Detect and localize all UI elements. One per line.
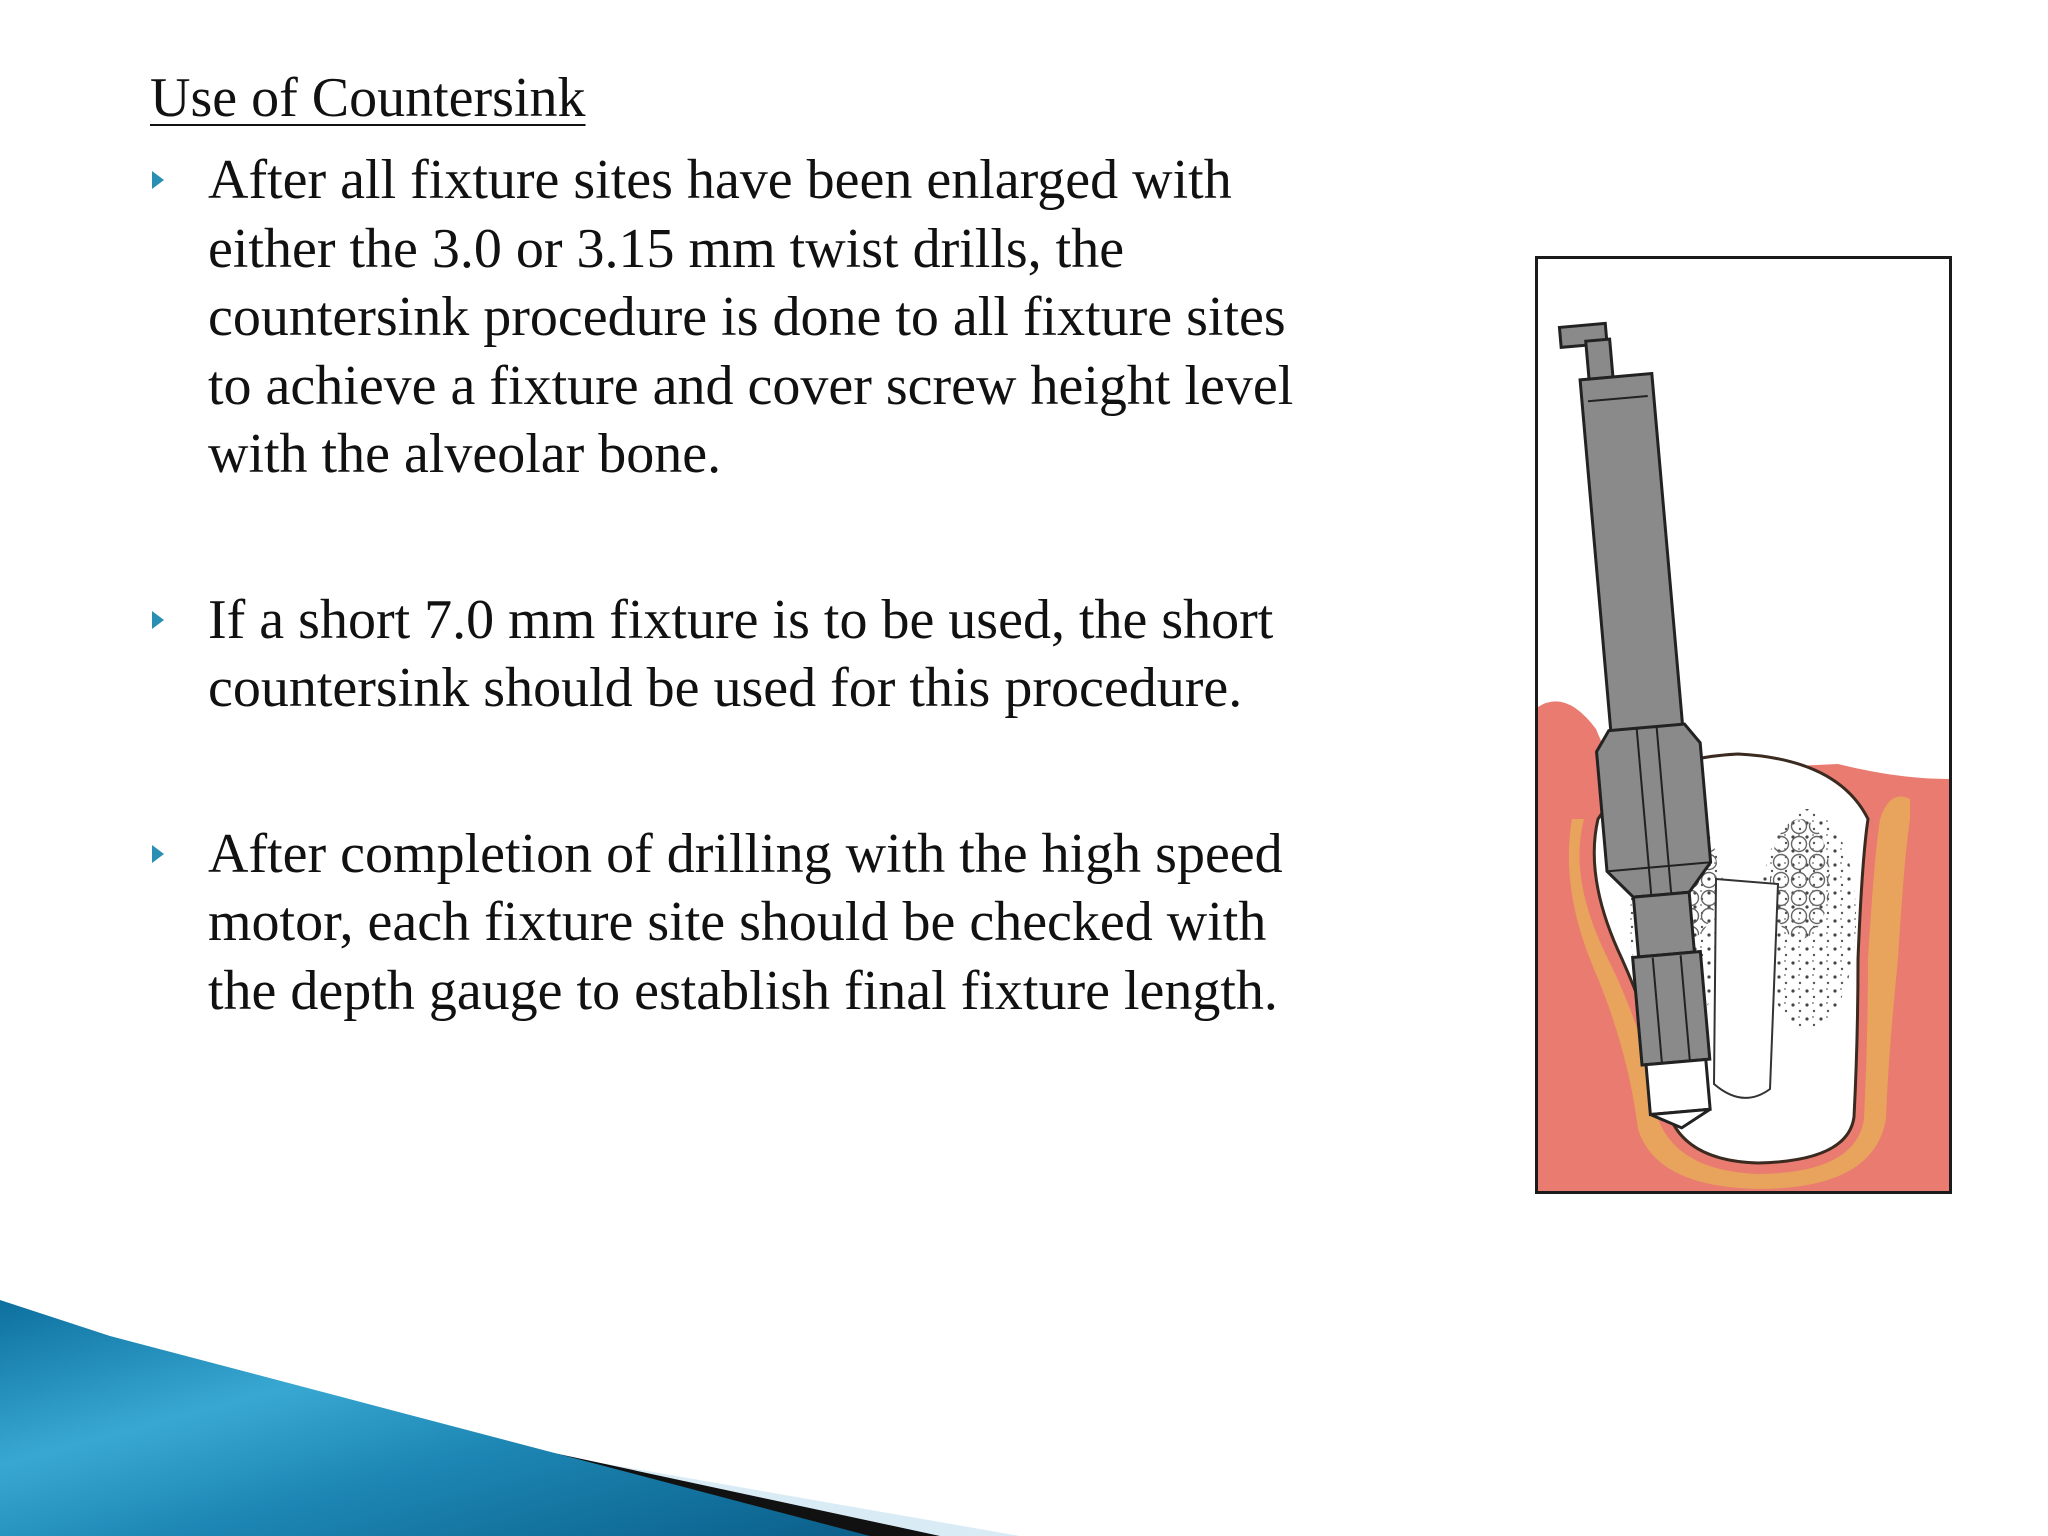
triangle-right-icon [150, 820, 208, 888]
countersink-drawing [1538, 259, 1949, 1191]
bullet-text: After completion of drilling with the high speed motor, each fixture site should be checked with the depth gauge to establish final fixture length. [208, 822, 1283, 1022]
bullet-item [150, 820, 1310, 1026]
marrow-cells-right [1770, 819, 1830, 939]
bullet-text: After all fixture sites have been enlarged with either the 3.0 or 3.15 mm twist drills, the countersink procedure is done to all fixture sites to achieve a fixture and cover screw height level with the alveolar bone. [208, 149, 1294, 485]
slide-title: Use of Countersink [150, 67, 586, 129]
countersink-illustration [1535, 256, 1952, 1194]
bullet-text: If a short 7.0 mm fixture is to be used, the short countersink should be used for this procedure. [208, 588, 1274, 719]
triangle-right-icon [150, 586, 208, 654]
corner-decoration [0, 1300, 1020, 1536]
bullet-list [150, 146, 1310, 1122]
bullet-item [150, 146, 1310, 489]
triangle-right-icon [150, 146, 208, 214]
bullet-item [150, 586, 1310, 723]
drill-channel [1714, 879, 1778, 1098]
